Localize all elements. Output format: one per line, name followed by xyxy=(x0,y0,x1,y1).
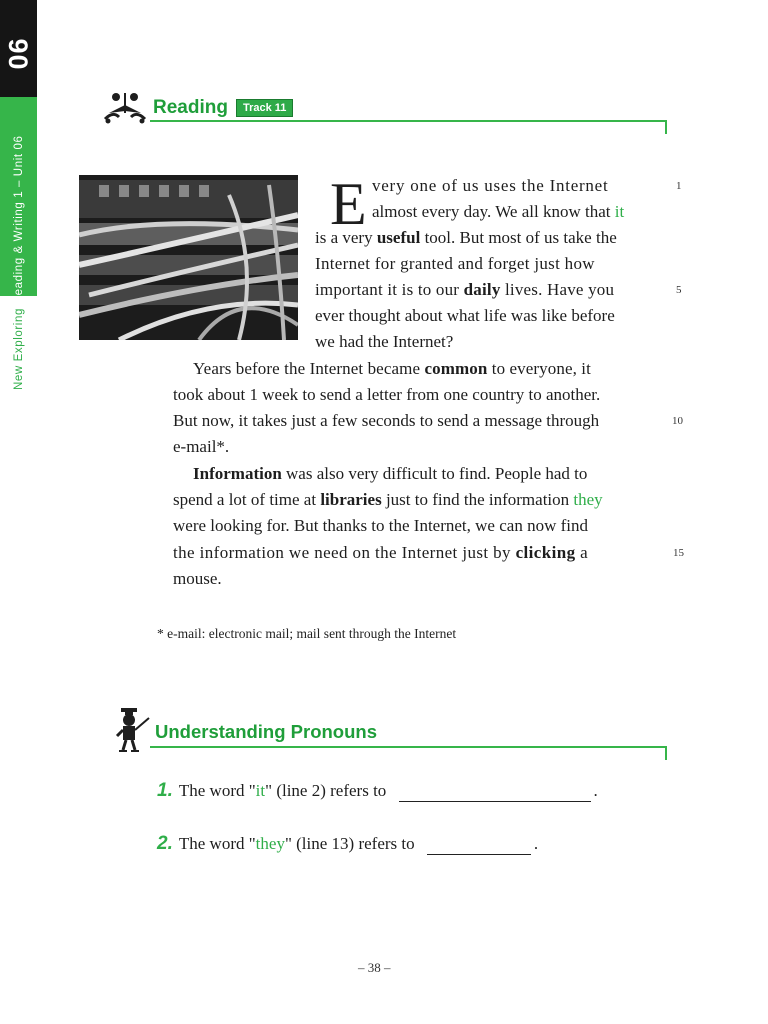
passage-line-13 xyxy=(173,487,603,513)
pronoun-it: it xyxy=(255,781,266,800)
question-2 xyxy=(157,833,538,855)
passage-line-6: ever thought about what life was like before xyxy=(315,306,615,325)
line-number: 1 xyxy=(676,180,682,192)
passage-text: tool. But most of us take the xyxy=(420,228,617,247)
teacher-pointer-icon xyxy=(113,706,151,754)
question-text: " (line 13) refers to xyxy=(284,834,415,853)
passage-line-1: very one of us uses the Internet xyxy=(372,176,609,195)
passage-text: just to find the information xyxy=(381,490,574,509)
question-1 xyxy=(157,780,598,802)
pronouns-rule xyxy=(150,746,667,748)
passage-line-16: mouse. xyxy=(173,569,222,588)
pronoun-they: they xyxy=(255,834,285,853)
passage-line-12 xyxy=(193,461,587,487)
side-series-title xyxy=(12,90,26,390)
question-text: " (line 2) refers to xyxy=(265,781,387,800)
reading-title: Reading xyxy=(153,97,228,118)
passage-line-15 xyxy=(173,540,588,566)
line-number: 15 xyxy=(673,547,684,559)
passage-line-8 xyxy=(193,356,591,382)
pronouns-rule-end xyxy=(665,746,667,760)
passage-line-14: were looking for. But thanks to the Internet, we can now find xyxy=(173,516,588,535)
passage-text: important it is to our xyxy=(315,280,464,299)
passage-line-11: e-mail*. xyxy=(173,437,230,456)
passage-line-3 xyxy=(315,225,617,251)
passage-text: Years before the Internet became xyxy=(193,359,425,378)
question-text: The word " xyxy=(178,834,256,853)
vocab-common: common xyxy=(424,359,488,378)
vocab-useful: useful xyxy=(376,228,421,247)
vocab-libraries: libraries xyxy=(320,490,382,509)
question-number: 2. xyxy=(157,833,173,854)
question-number: 1. xyxy=(157,780,173,801)
passage-text: the information we need on the Internet just by xyxy=(173,543,516,562)
passage-line-5 xyxy=(315,277,614,303)
passage-text: a xyxy=(575,543,589,562)
passage-line-4: Internet for granted and forget just how xyxy=(315,254,595,273)
series-name: New Exploring xyxy=(13,308,25,390)
passage-text: to everyone, it xyxy=(487,359,591,378)
question-period: . xyxy=(593,781,598,800)
passage-text: lives. Have you xyxy=(500,280,615,299)
question-text: The word " xyxy=(178,781,256,800)
track-badge: Track 11 xyxy=(236,99,293,117)
pronouns-title: Understanding Pronouns xyxy=(155,721,377,742)
passage-text: spend a lot of time at xyxy=(173,490,321,509)
passage-text: was also very difficult to find. People had to xyxy=(281,464,588,483)
passage-text: is a very xyxy=(315,228,377,247)
passage-line-2 xyxy=(372,199,624,225)
footnote: * e-mail: electronic mail; mail sent through the Internet xyxy=(157,626,457,641)
vocab-clicking: clicking xyxy=(515,543,576,562)
reading-rule xyxy=(150,120,667,122)
drop-cap: E xyxy=(330,171,367,237)
network-cables-photo xyxy=(79,175,298,340)
passage-line-9: took about 1 week to send a letter from one country to another. xyxy=(173,385,601,404)
unit-tab xyxy=(0,0,37,97)
answer-blank-2[interactable] xyxy=(427,840,531,855)
page-number: – 38 – xyxy=(358,960,391,975)
passage-line-10: But now, it takes just a few seconds to send a message through xyxy=(173,411,600,430)
vocab-information: Information xyxy=(193,464,282,483)
line-number: 10 xyxy=(672,415,683,427)
pronoun-they: they xyxy=(573,490,603,509)
pronoun-it: it xyxy=(614,202,625,221)
answer-blank-1[interactable] xyxy=(399,787,591,802)
people-reading-icon xyxy=(103,91,147,125)
subject-name: Reading & Writing 1 xyxy=(13,190,25,305)
passage-text: almost every day. We all know that xyxy=(372,202,615,221)
reading-rule-end xyxy=(665,120,667,134)
vocab-daily: daily xyxy=(463,280,501,299)
unit-label: – Unit 06 xyxy=(13,135,25,191)
question-period: . xyxy=(533,834,539,853)
line-number: 5 xyxy=(676,284,682,296)
unit-number: 06 xyxy=(3,37,34,70)
passage-line-7: we had the Internet? xyxy=(315,332,454,351)
